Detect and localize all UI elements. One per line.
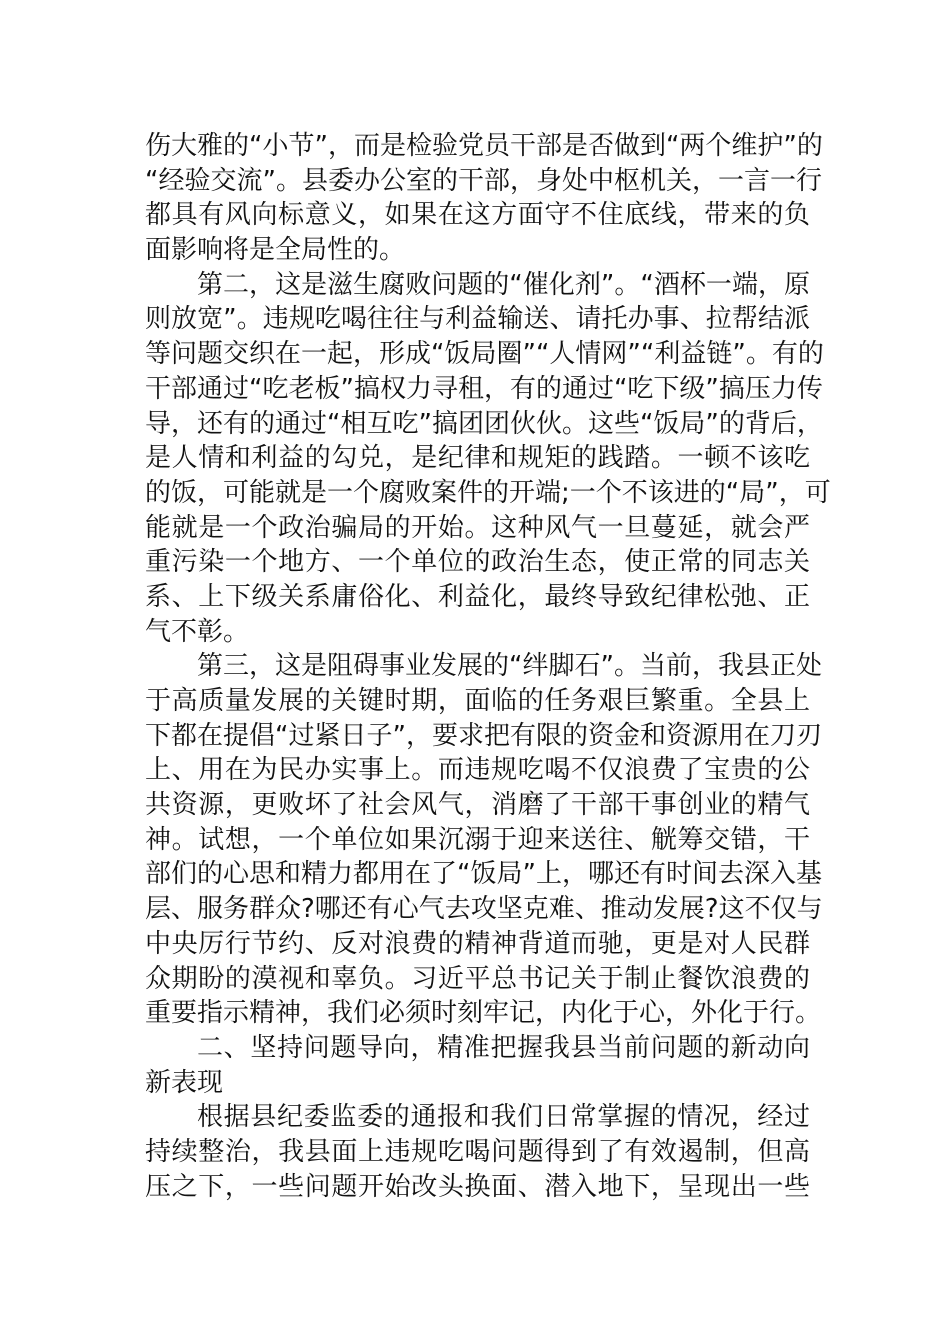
text-line: 面影响将是全局性的。 [145, 235, 406, 266]
section-heading-line: 二、坚持问题导向，精准把握我县当前问题的新动向 [197, 1032, 810, 1063]
text-line: 是人情和利益的勾兑，是纪律和规矩的践踏。一顿不该吃 [145, 443, 810, 474]
text-line: 部们的心思和精力都用在了“饭局”上，哪还有时间去深入基 [145, 859, 822, 890]
text-line: 干部通过“吃老板”搞权力寻租，有的通过“吃下级”搞压力传 [145, 373, 823, 404]
text-line: 共资源，更败坏了社会风气，消磨了干部干事创业的精气 [145, 790, 810, 821]
text-line: 系、上下级关系庸俗化、利益化，最终导致纪律松弛、正 [145, 581, 810, 612]
body-text [145, 129, 831, 1204]
text-line: 气不彰。 [145, 616, 250, 647]
text-line: 等问题交织在一起，形成“饭局圈”“人情网”“利益链”。有的 [145, 339, 824, 370]
text-line: 能就是一个政治骗局的开始。这种风气一旦蔓延，就会严 [145, 512, 810, 543]
text-line: 上、用在为民办实事上。而违规吃喝不仅浪费了宝贵的公 [145, 755, 810, 786]
text-line: 的饭，可能就是一个腐败案件的开端;一个不该进的“局”，可 [145, 477, 831, 508]
text-line: 层、服务群众?哪还有心气去攻坚克难、推动发展?这不仅与 [145, 894, 823, 925]
section-heading-line: 新表现 [145, 1067, 224, 1098]
text-line: 重污染一个地方、一个单位的政治生态，使正常的同志关 [145, 547, 810, 578]
text-line: 都具有风向标意义，如果在这方面守不住底线，带来的负 [145, 200, 810, 231]
text-line: 于高质量发展的关键时期，面临的任务艰巨繁重。全县上 [145, 686, 810, 716]
text-line: 伤大雅的“小节”，而是检验党员干部是否做到“两个维护”的 [145, 131, 823, 161]
text-line: 下都在提倡“过紧日子”，要求把有限的资金和资源用在刀刃 [145, 720, 822, 751]
paragraph-start-line: 根据县纪委监委的通报和我们日常掌握的情况，经过 [197, 1102, 810, 1133]
text-line: 则放宽”。违规吃喝往往与利益输送、请托办事、拉帮结派 [145, 304, 810, 335]
text-line: 重要指示精神，我们必须时刻牢记，内化于心，外化于行。 [145, 998, 822, 1029]
paragraph-start-line: 第三，这是阻碍事业发展的“绊脚石”。当前，我县正处 [197, 651, 822, 682]
text-line: 导，还有的通过“相互吃”搞团团伙伙。这些“饭局”的背后， [145, 408, 823, 439]
text-line: 压之下，一些问题开始改头换面、潜入地下，呈现出一些 [145, 1171, 810, 1202]
text-line: 众期盼的漠视和辜负。习近平总书记关于制止餐饮浪费的 [145, 963, 810, 994]
text-line: 中央厉行节约、反对浪费的精神背道而驰，更是对人民群 [145, 928, 810, 959]
text-line: “经验交流”。县委办公室的干部，身处中枢机关，一言一行 [145, 165, 822, 196]
paragraph-start-line: 第二，这是滋生腐败问题的“催化剂”。“酒杯一端，原 [197, 269, 810, 300]
text-line: 神。试想，一个单位如果沉溺于迎来送往、觥筹交错，干 [145, 824, 810, 855]
text-line: 持续整治，我县面上违规吃喝问题得到了有效遏制，但高 [145, 1136, 810, 1167]
